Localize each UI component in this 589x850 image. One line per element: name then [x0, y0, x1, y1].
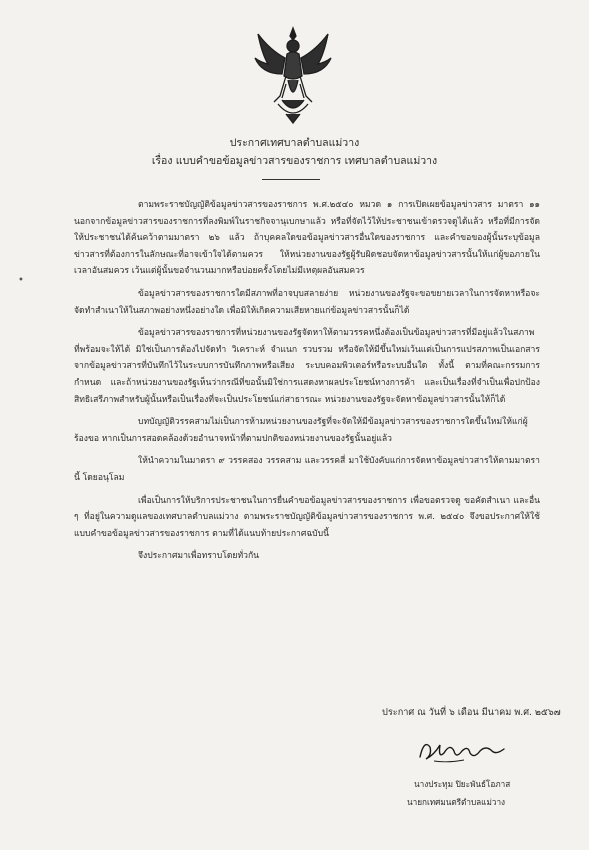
paragraph: ให้นำความในมาตรา ๙ วรรคสอง วรรคสาม และวรรคสี่ มาใช้บังคับแก่การจัดหาข้อมูลข่าวสารให้ตามมาตรานี้ โดยอนุโลม [74, 456, 540, 483]
announcement-date: ประกาศ ณ วันที่ ๖ เดือน มีนาคม พ.ศ. ๒๕๖๗ [382, 707, 561, 718]
divider [262, 179, 320, 180]
paragraph: ข้อมูลข่าวสารของราชการใดมีสภาพที่อาจบุบสลายง่าย หน่วยงานของรัฐจะขอขยายเวลาในการจัดหาหรือจะจัดทำสำเนาให้ในสภาพอย่างหนึ่งอย่างใด เพื่อมิให้เกิดความเสียหายแก่ข้อมูลข่าวสารนั้นก็ได้ [74, 288, 540, 316]
closing-line: จึงประกาศมาเพื่อทราบโดยทั่วกัน [138, 551, 260, 562]
paragraph: ข้อมูลข่าวสารของราชการที่หน่วยงานของรัฐจัดหาให้ตามวรรคหนึ่งต้องเป็นข้อมูลข่าวสารที่มีอยู่แล้วในสภาพที่พร้อมจะให้ได้ มิใช่เป็นการต้องไปจัดทำ วิเคราะห์ จำแนก รวบรวม หรือจัดให้มีขึ้นใหม่เว้นแต่เป็นการแปรสภาพเป็นเอกสารจากข้อมูลข่าวสารที่บันทึกไว้ในระบบการบันทึกภาพหรือเสียง ระบบคอมพิวเตอร์หรือระบบอื่นใด ทั้งนี้ ตามที่คณะกรรมการกำหนด และถ้าหน่วยงานของรัฐเห็นว่ากรณีที่ขอนั้นมิใช่การแสดงหาผลประโยชน์ทางการค้า และเป็นเรื่องที่จำเป็นเพื่อปกป้องสิทธิเสรีภาพสำหรับผู้นั้นหรือเป็นเรื่องที่จะเป็นประโยชน์แก่สาธารณะ หน่วยงานของรัฐจะจัดหาข้อมูลข่าวสารนั้นให้ก็ได้ [74, 328, 540, 405]
paragraph: เพื่อเป็นการให้บริการประชาชนในการยื่นคำขอข้อมูลข่าวสารของราชการ เพื่อขอตรวจดู ขอคัดสำเนา และอื่น ๆ ที่อยู่ในความดูแลของเทศบาลตำบลแม่วาง ตามพระราชบัญญัติข้อมูลข่าวสารของราชการ พ.ศ. ๒๕๔๐ จึงขอประกาศให้ใช้แบบคำขอข้อมูลข่าวสารของราชการ ตามที่ได้แนบท้ายประกาศฉบับนี้ [74, 495, 540, 539]
signer-title: นายกเทศมนตรีตำบลแม่วาง [407, 797, 506, 807]
margin-mark: • [18, 275, 24, 286]
signer-name: นางประทุม ปิยะพันธ์โอภาส [414, 779, 511, 789]
announcement-subject: เรื่อง แบบคำขอข้อมูลข่าวสารของราชการ เทศบาลตำบลแม่วาง [151, 155, 438, 167]
garuda-emblem-icon [252, 24, 334, 124]
signature-image [414, 733, 514, 769]
announcement-body [74, 197, 540, 571]
announcement-heading: ประกาศเทศบาลตำบลแม่วาง [229, 137, 360, 149]
paragraph: บทบัญญัติวรรคสามไม่เป็นการห้ามหน่วยงานของรัฐที่จะจัดให้มีข้อมูลข่าวสารของราชการใดขึ้นใหม่ให้แก่ผู้ร้องขอ หากเป็นการสอดคล้องด้วยอำนาจหน้าที่ตามปกติของหน่วยงานของรัฐนั้นอยู่แล้ว [74, 417, 528, 444]
paragraph: ตามพระราชบัญญัติข้อมูลข่าวสารของราชการ พ.ศ.๒๕๔๐ หมวด ๑ การเปิดเผยข้อมูลข่าวสาร มาตรา ๑๑ นอกจากข้อมูลข่าวสารของราชการที่ลงพิมพ์ในราชกิจจานุเบกษาแล้ว หรือที่จัดไว้ให้ประชาชนเข้าตรวจดูได้แล้ว หรือที่มีการจัดให้ประชาชนได้ค้นคว้าตามมาตรา ๒๖ แล้ว ถ้าบุคคลใดขอข้อมูลข่าวสารอื่นใดของราชการ และคำขอของผู้นั้นระบุข้อมูลข่าวสารที่ต้องการในลักษณะที่อาจเข้าใจได้ตามควร ให้หน่วยงานของรัฐผู้รับผิดชอบจัดหาข้อมูลข่าวสารนั้นให้แก่ผู้ขอภายในเวลาอันสมควร เว้นแต่ผู้นั้นขอจำนวนมากหรือบ่อยครั้งโดยไม่มีเหตุผลอันสมควร [74, 200, 540, 277]
